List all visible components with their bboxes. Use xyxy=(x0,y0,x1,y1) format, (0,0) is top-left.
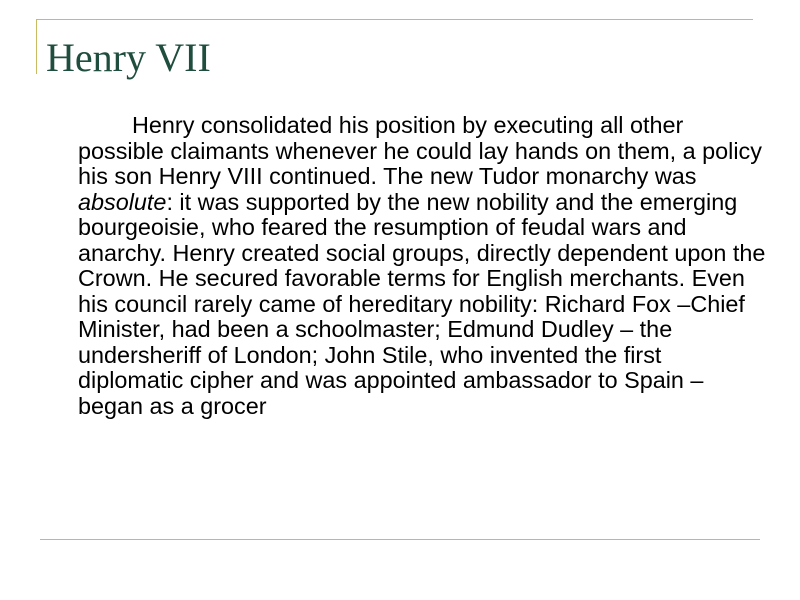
top-divider xyxy=(36,19,753,20)
slide-title: Henry VII xyxy=(46,35,211,80)
left-accent-divider xyxy=(36,19,37,74)
paragraph-text-end: : it was supported by the new nobility and the emerging bourgeoisie, who feared the resumption of feudal wars and anarchy. Henry created social groups, directly dependent upon the Crown. He secured favorable terms for English merchants. Even his council rarely came of hereditary nobility: Richard Fox –Chief Minister, had been a schoolmaster; Edmund Dudley – the undersheriff of London; John Stile, who invented the first diplomatic cipher and was appointed ambassador to Spain – began as a grocer xyxy=(78,188,766,419)
slide-body-paragraph xyxy=(78,113,768,419)
bottom-divider xyxy=(40,539,760,540)
paragraph-text-start: Henry consolidated his position by executing all other possible claimants whenever he could lay hands on them, a policy his son Henry VIII continued. The new Tudor monarchy was xyxy=(78,112,762,189)
paragraph-emphasis: absolute xyxy=(78,188,167,215)
